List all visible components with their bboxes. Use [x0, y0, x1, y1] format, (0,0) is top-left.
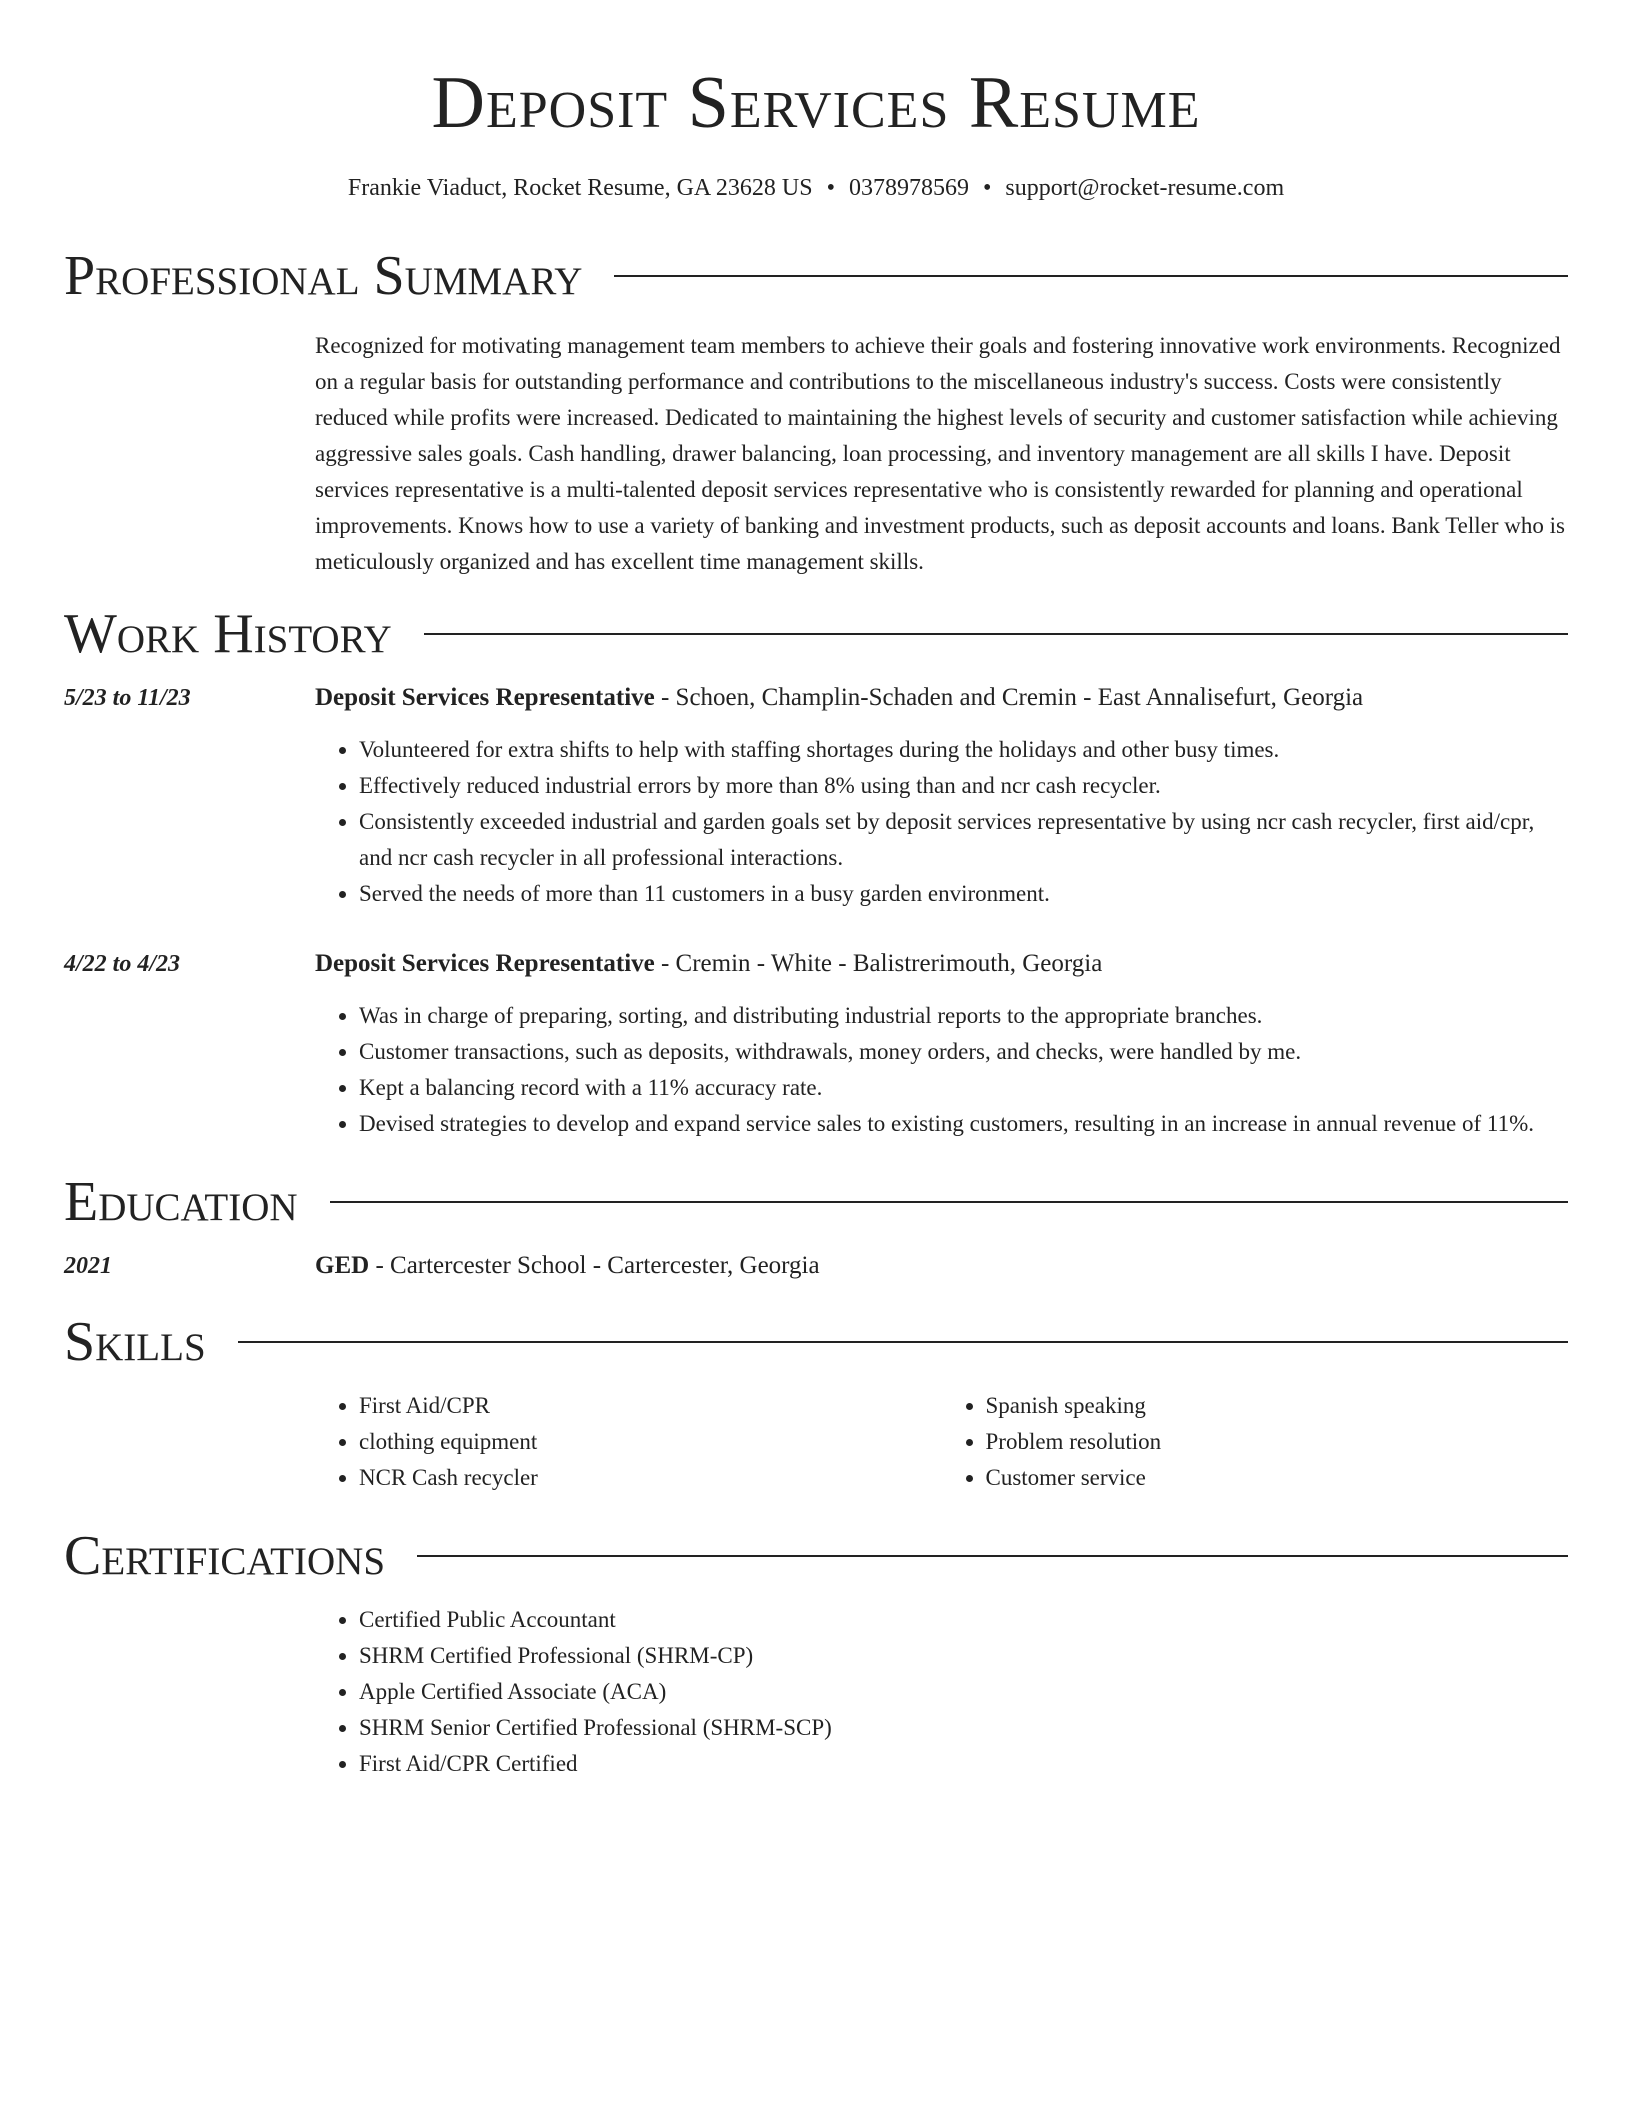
job-role: Deposit Services Representative — [315, 950, 655, 977]
section-title-skills: Skills — [64, 1311, 206, 1373]
list-item: • Customer service — [986, 1460, 1569, 1496]
job-dates: 5/23 to 11/23 — [64, 685, 191, 711]
section-divider — [614, 275, 1568, 277]
section-header-summary — [64, 246, 1568, 306]
summary-text: Recognized for motivating management team members to achieve their goals and fostering innovative work environments. Recognized on a regular basis for outstanding performance and contributions to the miscellaneous industry's success. Costs were consistently reduced while profits were increased. Dedicated to maintaining the highest levels of security and customer satisfaction while achieving aggressive sales goals. Cash handling, drawer balancing, loan processing, and inventory management are all skills I have. Deposit services representative is a multi-talented deposit services representative who is consistently rewarded for planning and operational improvements. Knows how to use a variety of banking and investment products, such as deposit accounts and loans. Bank Teller who is meticulously organized and has excellent time management skills. — [315, 333, 1565, 574]
section-title-certifications: Certifications — [64, 1525, 386, 1587]
list-item: • Problem resolution — [986, 1424, 1569, 1460]
job-headline — [315, 680, 1568, 716]
resume-title: Deposit Services Resume — [431, 62, 1201, 144]
section-divider — [424, 633, 1568, 635]
list-item: • clothing equipment — [359, 1424, 942, 1460]
education-details: - Cartercester School - Cartercester, Georgia — [369, 1252, 820, 1279]
job-role: Deposit Services Representative — [315, 684, 655, 711]
skills-column-left — [315, 1388, 942, 1496]
job-bullets — [315, 732, 1568, 912]
job-details: - Cremin - White - Balistrerimouth, Georgia — [654, 950, 1103, 977]
job-bullets — [315, 998, 1568, 1142]
certifications-list — [315, 1602, 1568, 1782]
section-divider — [330, 1201, 1568, 1203]
education-entry — [64, 1248, 1568, 1284]
list-item: • SHRM Senior Certified Professional (SHRM-SCP) — [359, 1710, 1568, 1746]
contact-address: Frankie Viaduct, Rocket Resume, GA 23628 US — [347, 175, 813, 201]
list-item: • Consistently exceeded industrial and garden goals set by deposit services representative by using ncr cash recycler, first aid/cpr, and ncr cash recycler in all professional interactions. — [359, 804, 1568, 876]
job-dates: 4/22 to 4/23 — [64, 951, 181, 977]
section-divider — [238, 1341, 1568, 1343]
section-divider — [417, 1555, 1568, 1557]
list-item: • Kept a balancing record with a 11% accuracy rate. — [359, 1070, 1568, 1106]
contact-line — [64, 172, 1568, 204]
section-title-summary: Professional Summary — [64, 245, 583, 307]
job-headline — [315, 946, 1568, 982]
skills-grid — [315, 1388, 1568, 1496]
resume-page — [64, 0, 1568, 1805]
skills-column-right — [942, 1388, 1569, 1496]
job-details: - Schoen, Champlin-Schaden and Cremin - East Annalisefurt, Georgia — [654, 684, 1364, 711]
section-header-work — [64, 604, 1568, 664]
contact-separator: • — [983, 175, 992, 201]
list-item: • Was in charge of preparing, sorting, and distributing industrial reports to the appropriate branches. — [359, 998, 1568, 1034]
section-header-certifications — [64, 1526, 1568, 1586]
list-item: • First Aid/CPR Certified — [359, 1746, 1568, 1782]
job-entry — [64, 946, 1568, 1142]
list-item: • NCR Cash recycler — [359, 1460, 942, 1496]
list-item: • Certified Public Accountant — [359, 1602, 1568, 1638]
section-header-skills — [64, 1312, 1568, 1372]
section-header-education — [64, 1172, 1568, 1232]
list-item: • Volunteered for extra shifts to help with staffing shortages during the holidays and other busy times. — [359, 732, 1568, 768]
education-year: 2021 — [64, 1253, 112, 1279]
section-title-education: Education — [64, 1171, 298, 1233]
contact-email: support@rocket-resume.com — [1005, 175, 1285, 201]
list-item: • Spanish speaking — [986, 1388, 1569, 1424]
contact-phone: 0378978569 — [849, 175, 970, 201]
list-item: • Customer transactions, such as deposits, withdrawals, money orders, and checks, were handled by me. — [359, 1034, 1568, 1070]
education-degree: GED — [315, 1252, 370, 1279]
list-item: • Effectively reduced industrial errors by more than 8% using than and ncr cash recycler. — [359, 768, 1568, 804]
list-item: • SHRM Certified Professional (SHRM-CP) — [359, 1638, 1568, 1674]
contact-separator: • — [826, 175, 836, 201]
list-item: • Apple Certified Associate (ACA) — [359, 1674, 1568, 1710]
job-entry — [64, 680, 1568, 912]
education-headline — [315, 1248, 1568, 1284]
list-item: • First Aid/CPR — [359, 1388, 942, 1424]
list-item: • Served the needs of more than 11 customers in a busy garden environment. — [359, 876, 1568, 912]
section-title-work: Work History — [64, 603, 392, 665]
list-item: • Devised strategies to develop and expand service sales to existing customers, resulting in an increase in annual revenue of 11%. — [359, 1106, 1568, 1142]
